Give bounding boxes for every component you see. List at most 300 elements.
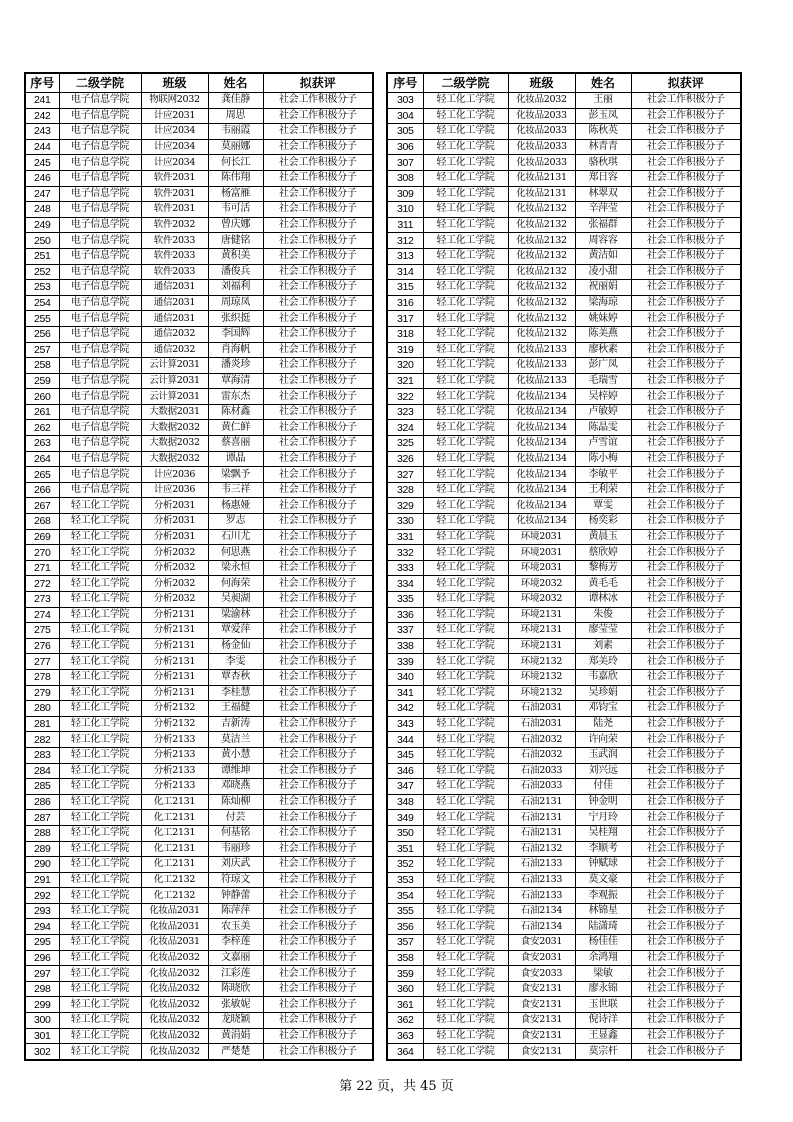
cell-class: 计应2034 bbox=[141, 124, 208, 140]
cell-class: 化工2131 bbox=[141, 841, 208, 857]
cell-name: 辛萍莹 bbox=[575, 202, 631, 218]
cell-college: 轻工化工学院 bbox=[423, 170, 508, 186]
cell-award: 社会工作积极分子 bbox=[631, 654, 741, 670]
cell-class: 石油2033 bbox=[508, 763, 575, 779]
cell-name: 梁敏 bbox=[575, 966, 631, 982]
cell-college: 电子信息学院 bbox=[59, 373, 141, 389]
cell-name: 陈伟翔 bbox=[208, 170, 263, 186]
cell-class: 化妆品2134 bbox=[508, 467, 575, 483]
cell-index: 359 bbox=[387, 966, 423, 982]
cell-award: 社会工作积极分子 bbox=[631, 217, 741, 233]
cell-award: 社会工作积极分子 bbox=[263, 139, 373, 155]
cell-index: 259 bbox=[25, 373, 59, 389]
cell-class: 大数据2032 bbox=[141, 436, 208, 452]
cell-class: 石油2032 bbox=[508, 732, 575, 748]
cell-index: 329 bbox=[387, 498, 423, 514]
table-row bbox=[387, 436, 741, 452]
table-row bbox=[387, 779, 741, 795]
cell-index: 306 bbox=[387, 139, 423, 155]
cell-college: 轻工化工学院 bbox=[59, 560, 141, 576]
cell-index: 245 bbox=[25, 155, 59, 171]
cell-award: 社会工作积极分子 bbox=[263, 498, 373, 514]
cell-award: 社会工作积极分子 bbox=[631, 1044, 741, 1060]
table-row bbox=[25, 716, 373, 732]
cell-class: 分析2031 bbox=[141, 514, 208, 530]
cell-name: 蔡喜丽 bbox=[208, 436, 263, 452]
cell-award: 社会工作积极分子 bbox=[631, 919, 741, 935]
cell-class: 分析2133 bbox=[141, 747, 208, 763]
cell-college: 轻工化工学院 bbox=[423, 326, 508, 342]
cell-college: 轻工化工学院 bbox=[423, 592, 508, 608]
cell-award: 社会工作积极分子 bbox=[263, 217, 373, 233]
cell-award: 社会工作积极分子 bbox=[263, 685, 373, 701]
cell-name: 廖永锦 bbox=[575, 981, 631, 997]
cell-award: 社会工作积极分子 bbox=[263, 966, 373, 982]
cell-name: 莫丽娜 bbox=[208, 139, 263, 155]
table-row bbox=[25, 1044, 373, 1060]
cell-award: 社会工作积极分子 bbox=[263, 311, 373, 327]
table-row bbox=[25, 872, 373, 888]
cell-class: 大数据2031 bbox=[141, 404, 208, 420]
cell-college: 轻工化工学院 bbox=[423, 685, 508, 701]
table-row bbox=[387, 825, 741, 841]
cell-college: 轻工化工学院 bbox=[423, 436, 508, 452]
cell-name: 林翠双 bbox=[575, 186, 631, 202]
cell-award: 社会工作积极分子 bbox=[631, 576, 741, 592]
cell-college: 轻工化工学院 bbox=[423, 747, 508, 763]
cell-index: 265 bbox=[25, 467, 59, 483]
cell-name: 李国辉 bbox=[208, 326, 263, 342]
cell-index: 285 bbox=[25, 779, 59, 795]
cell-name: 李顺考 bbox=[575, 841, 631, 857]
cell-award: 社会工作积极分子 bbox=[631, 404, 741, 420]
table-row bbox=[25, 436, 373, 452]
cell-award: 社会工作积极分子 bbox=[263, 264, 373, 280]
cell-college: 电子信息学院 bbox=[59, 295, 141, 311]
table-row bbox=[25, 155, 373, 171]
cell-class: 化妆品2133 bbox=[508, 358, 575, 374]
table-row bbox=[387, 794, 741, 810]
cell-name: 陈灿柳 bbox=[208, 794, 263, 810]
table-row bbox=[387, 888, 741, 904]
header-index: 序号 bbox=[25, 73, 59, 93]
cell-award: 社会工作积极分子 bbox=[263, 155, 373, 171]
cell-class: 食安2033 bbox=[508, 966, 575, 982]
cell-name: 周思 bbox=[208, 108, 263, 124]
cell-name: 唐健铭 bbox=[208, 233, 263, 249]
cell-name: 刘兴远 bbox=[575, 763, 631, 779]
award-table-right bbox=[386, 72, 742, 1061]
cell-college: 轻工化工学院 bbox=[423, 560, 508, 576]
cell-award: 社会工作积极分子 bbox=[631, 451, 741, 467]
cell-name: 龙晓颖 bbox=[208, 1013, 263, 1029]
cell-class: 化妆品2033 bbox=[508, 155, 575, 171]
cell-name: 吴梓婷 bbox=[575, 389, 631, 405]
table-row bbox=[387, 1044, 741, 1060]
cell-college: 轻工化工学院 bbox=[423, 311, 508, 327]
header-class: 班级 bbox=[141, 73, 208, 93]
table-row bbox=[25, 997, 373, 1013]
table-row bbox=[387, 248, 741, 264]
cell-award: 社会工作积极分子 bbox=[631, 966, 741, 982]
cell-index: 261 bbox=[25, 404, 59, 420]
table-row bbox=[387, 857, 741, 873]
cell-college: 轻工化工学院 bbox=[59, 888, 141, 904]
table-row bbox=[387, 1028, 741, 1044]
cell-index: 252 bbox=[25, 264, 59, 280]
cell-college: 轻工化工学院 bbox=[59, 1013, 141, 1029]
table-row bbox=[387, 482, 741, 498]
cell-name: 毛瑞雪 bbox=[575, 373, 631, 389]
cell-name: 宁月玲 bbox=[575, 810, 631, 826]
cell-index: 274 bbox=[25, 607, 59, 623]
table-row bbox=[387, 139, 741, 155]
cell-award: 社会工作积极分子 bbox=[631, 950, 741, 966]
cell-name: 莫洁兰 bbox=[208, 732, 263, 748]
cell-college: 电子信息学院 bbox=[59, 217, 141, 233]
table-row bbox=[387, 981, 741, 997]
cell-college: 轻工化工学院 bbox=[59, 623, 141, 639]
cell-college: 轻工化工学院 bbox=[59, 1044, 141, 1060]
cell-name: 梁渝林 bbox=[208, 607, 263, 623]
cell-class: 石油2131 bbox=[508, 810, 575, 826]
cell-index: 305 bbox=[387, 124, 423, 140]
cell-index: 323 bbox=[387, 404, 423, 420]
cell-award: 社会工作积极分子 bbox=[263, 903, 373, 919]
cell-college: 轻工化工学院 bbox=[423, 155, 508, 171]
cell-index: 269 bbox=[25, 529, 59, 545]
cell-award: 社会工作积极分子 bbox=[631, 139, 741, 155]
cell-class: 分析2132 bbox=[141, 716, 208, 732]
table-row bbox=[25, 373, 373, 389]
table-row bbox=[25, 732, 373, 748]
cell-name: 陈材鑫 bbox=[208, 404, 263, 420]
cell-class: 化工2132 bbox=[141, 872, 208, 888]
cell-name: 廖莹莹 bbox=[575, 623, 631, 639]
table-row bbox=[25, 170, 373, 186]
cell-class: 环境2032 bbox=[508, 592, 575, 608]
cell-name: 梁永恒 bbox=[208, 560, 263, 576]
cell-college: 轻工化工学院 bbox=[423, 872, 508, 888]
cell-award: 社会工作积极分子 bbox=[263, 280, 373, 296]
cell-award: 社会工作积极分子 bbox=[631, 981, 741, 997]
cell-college: 电子信息学院 bbox=[59, 404, 141, 420]
cell-class: 化妆品2131 bbox=[508, 170, 575, 186]
table-row bbox=[387, 950, 741, 966]
cell-award: 社会工作积极分子 bbox=[631, 810, 741, 826]
cell-index: 343 bbox=[387, 716, 423, 732]
cell-name: 林锦星 bbox=[575, 903, 631, 919]
cell-index: 338 bbox=[387, 638, 423, 654]
header-class: 班级 bbox=[508, 73, 575, 93]
cell-class: 分析2032 bbox=[141, 560, 208, 576]
cell-class: 化妆品2032 bbox=[141, 950, 208, 966]
table-row bbox=[387, 623, 741, 639]
cell-index: 268 bbox=[25, 514, 59, 530]
cell-index: 303 bbox=[387, 93, 423, 109]
table-row bbox=[25, 935, 373, 951]
cell-class: 食安2031 bbox=[508, 950, 575, 966]
table-row bbox=[25, 342, 373, 358]
cell-index: 293 bbox=[25, 903, 59, 919]
cell-award: 社会工作积极分子 bbox=[631, 170, 741, 186]
cell-college: 电子信息学院 bbox=[59, 248, 141, 264]
cell-name: 刘庆武 bbox=[208, 857, 263, 873]
cell-name: 陈秋英 bbox=[575, 124, 631, 140]
cell-name: 文嘉丽 bbox=[208, 950, 263, 966]
cell-college: 电子信息学院 bbox=[59, 342, 141, 358]
cell-index: 304 bbox=[387, 108, 423, 124]
cell-college: 轻工化工学院 bbox=[59, 498, 141, 514]
cell-index: 286 bbox=[25, 794, 59, 810]
table-row bbox=[25, 888, 373, 904]
cell-college: 轻工化工学院 bbox=[59, 966, 141, 982]
cell-college: 轻工化工学院 bbox=[59, 779, 141, 795]
cell-class: 分析2131 bbox=[141, 669, 208, 685]
cell-index: 324 bbox=[387, 420, 423, 436]
cell-index: 336 bbox=[387, 607, 423, 623]
table-row bbox=[387, 545, 741, 561]
cell-award: 社会工作积极分子 bbox=[263, 623, 373, 639]
cell-college: 轻工化工学院 bbox=[59, 997, 141, 1013]
table-row bbox=[25, 607, 373, 623]
cell-award: 社会工作积极分子 bbox=[631, 529, 741, 545]
table-row bbox=[387, 935, 741, 951]
cell-name: 周容容 bbox=[575, 233, 631, 249]
cell-name: 覃海清 bbox=[208, 373, 263, 389]
cell-award: 社会工作积极分子 bbox=[263, 1028, 373, 1044]
cell-college: 轻工化工学院 bbox=[423, 248, 508, 264]
cell-name: 覃杏秋 bbox=[208, 669, 263, 685]
cell-college: 轻工化工学院 bbox=[423, 1028, 508, 1044]
cell-name: 梁飘予 bbox=[208, 467, 263, 483]
cell-college: 轻工化工学院 bbox=[423, 529, 508, 545]
cell-index: 361 bbox=[387, 997, 423, 1013]
cell-award: 社会工作积极分子 bbox=[263, 997, 373, 1013]
table-row bbox=[25, 358, 373, 374]
header-college: 二级学院 bbox=[423, 73, 508, 93]
cell-class: 化妆品2131 bbox=[508, 186, 575, 202]
table-row bbox=[387, 170, 741, 186]
cell-class: 食安2031 bbox=[508, 935, 575, 951]
cell-name: 何长江 bbox=[208, 155, 263, 171]
cell-name: 林青青 bbox=[575, 139, 631, 155]
cell-college: 轻工化工学院 bbox=[423, 498, 508, 514]
table-row bbox=[387, 732, 741, 748]
table-row bbox=[25, 202, 373, 218]
table-row bbox=[387, 763, 741, 779]
cell-award: 社会工作积极分子 bbox=[263, 373, 373, 389]
cell-college: 轻工化工学院 bbox=[423, 295, 508, 311]
cell-name: 张织挺 bbox=[208, 311, 263, 327]
table-row bbox=[387, 685, 741, 701]
cell-name: 玉武润 bbox=[575, 747, 631, 763]
cell-index: 312 bbox=[387, 233, 423, 249]
table-row bbox=[25, 498, 373, 514]
cell-class: 化工2131 bbox=[141, 825, 208, 841]
table-row bbox=[25, 217, 373, 233]
cell-index: 291 bbox=[25, 872, 59, 888]
cell-name: 陈晓欣 bbox=[208, 981, 263, 997]
cell-index: 258 bbox=[25, 358, 59, 374]
page-footer: 第 22 页，共 45 页 bbox=[339, 1079, 454, 1094]
cell-class: 食安2131 bbox=[508, 981, 575, 997]
cell-college: 轻工化工学院 bbox=[59, 669, 141, 685]
cell-index: 344 bbox=[387, 732, 423, 748]
cell-class: 石油2033 bbox=[508, 779, 575, 795]
cell-award: 社会工作积极分子 bbox=[631, 592, 741, 608]
cell-name: 符琼文 bbox=[208, 872, 263, 888]
cell-class: 石油2031 bbox=[508, 701, 575, 717]
cell-college: 轻工化工学院 bbox=[59, 872, 141, 888]
cell-index: 340 bbox=[387, 669, 423, 685]
table-row bbox=[25, 1028, 373, 1044]
cell-name: 王显鑫 bbox=[575, 1028, 631, 1044]
cell-name: 许向荣 bbox=[575, 732, 631, 748]
table-row bbox=[25, 420, 373, 436]
cell-name: 谭维坤 bbox=[208, 763, 263, 779]
cell-class: 化妆品2133 bbox=[508, 373, 575, 389]
cell-class: 化妆品2032 bbox=[141, 997, 208, 1013]
cell-name: 韦嘉欣 bbox=[575, 669, 631, 685]
cell-class: 云计算2031 bbox=[141, 389, 208, 405]
cell-index: 300 bbox=[25, 1013, 59, 1029]
table-row bbox=[25, 763, 373, 779]
cell-class: 化工2131 bbox=[141, 794, 208, 810]
cell-index: 313 bbox=[387, 248, 423, 264]
table-row bbox=[25, 233, 373, 249]
cell-name: 卢雪谊 bbox=[575, 436, 631, 452]
table-row bbox=[387, 389, 741, 405]
cell-award: 社会工作积极分子 bbox=[263, 1013, 373, 1029]
cell-college: 电子信息学院 bbox=[59, 389, 141, 405]
cell-award: 社会工作积极分子 bbox=[263, 919, 373, 935]
table-row bbox=[25, 919, 373, 935]
cell-college: 电子信息学院 bbox=[59, 311, 141, 327]
cell-college: 轻工化工学院 bbox=[423, 825, 508, 841]
cell-class: 软件2031 bbox=[141, 186, 208, 202]
cell-index: 315 bbox=[387, 280, 423, 296]
cell-college: 轻工化工学院 bbox=[423, 217, 508, 233]
table-row bbox=[25, 264, 373, 280]
table-row bbox=[387, 669, 741, 685]
cell-index: 282 bbox=[25, 732, 59, 748]
cell-index: 353 bbox=[387, 872, 423, 888]
cell-index: 309 bbox=[387, 186, 423, 202]
cell-award: 社会工作积极分子 bbox=[263, 529, 373, 545]
cell-class: 通信2031 bbox=[141, 295, 208, 311]
cell-class: 化妆品2134 bbox=[508, 498, 575, 514]
cell-college: 电子信息学院 bbox=[59, 139, 141, 155]
cell-name: 吴珍娟 bbox=[575, 685, 631, 701]
cell-college: 轻工化工学院 bbox=[59, 825, 141, 841]
table-row bbox=[387, 467, 741, 483]
cell-name: 农玉美 bbox=[208, 919, 263, 935]
cell-index: 301 bbox=[25, 1028, 59, 1044]
cell-index: 335 bbox=[387, 592, 423, 608]
cell-class: 软件2031 bbox=[141, 202, 208, 218]
cell-name: 王利荣 bbox=[575, 482, 631, 498]
cell-name: 陈晶雯 bbox=[575, 420, 631, 436]
cell-name: 卢敏婷 bbox=[575, 404, 631, 420]
cell-name: 韦可活 bbox=[208, 202, 263, 218]
cell-index: 278 bbox=[25, 669, 59, 685]
cell-class: 分析2133 bbox=[141, 779, 208, 795]
cell-award: 社会工作积极分子 bbox=[631, 872, 741, 888]
cell-index: 277 bbox=[25, 654, 59, 670]
table-row bbox=[25, 311, 373, 327]
cell-award: 社会工作积极分子 bbox=[263, 810, 373, 826]
cell-award: 社会工作积极分子 bbox=[263, 451, 373, 467]
cell-name: 杨奕彩 bbox=[575, 514, 631, 530]
cell-name: 潘炎珍 bbox=[208, 358, 263, 374]
cell-college: 电子信息学院 bbox=[59, 326, 141, 342]
cell-class: 化妆品2132 bbox=[508, 248, 575, 264]
cell-award: 社会工作积极分子 bbox=[631, 93, 741, 109]
cell-award: 社会工作积极分子 bbox=[631, 155, 741, 171]
cell-name: 张敏妮 bbox=[208, 997, 263, 1013]
cell-index: 299 bbox=[25, 997, 59, 1013]
cell-index: 253 bbox=[25, 280, 59, 296]
cell-index: 254 bbox=[25, 295, 59, 311]
table-row bbox=[387, 498, 741, 514]
cell-award: 社会工作积极分子 bbox=[631, 857, 741, 873]
header-college: 二级学院 bbox=[59, 73, 141, 93]
cell-index: 270 bbox=[25, 545, 59, 561]
cell-index: 244 bbox=[25, 139, 59, 155]
table-row bbox=[25, 467, 373, 483]
cell-name: 严楚楚 bbox=[208, 1044, 263, 1060]
cell-class: 物联网2032 bbox=[141, 93, 208, 109]
cell-index: 284 bbox=[25, 763, 59, 779]
cell-class: 化妆品2033 bbox=[508, 139, 575, 155]
cell-college: 轻工化工学院 bbox=[59, 592, 141, 608]
cell-college: 轻工化工学院 bbox=[423, 669, 508, 685]
cell-class: 石油2131 bbox=[508, 794, 575, 810]
table-row bbox=[25, 124, 373, 140]
cell-index: 257 bbox=[25, 342, 59, 358]
cell-class: 通信2032 bbox=[141, 326, 208, 342]
cell-award: 社会工作积极分子 bbox=[263, 857, 373, 873]
cell-index: 271 bbox=[25, 560, 59, 576]
cell-college: 轻工化工学院 bbox=[59, 685, 141, 701]
cell-index: 297 bbox=[25, 966, 59, 982]
cell-index: 262 bbox=[25, 420, 59, 436]
cell-class: 化妆品2032 bbox=[508, 93, 575, 109]
cell-name: 黄毛毛 bbox=[575, 576, 631, 592]
cell-index: 363 bbox=[387, 1028, 423, 1044]
table-row bbox=[387, 810, 741, 826]
cell-class: 食安2131 bbox=[508, 1028, 575, 1044]
table-row bbox=[25, 451, 373, 467]
cell-award: 社会工作积极分子 bbox=[263, 389, 373, 405]
cell-name: 郑美玲 bbox=[575, 654, 631, 670]
cell-class: 环境2131 bbox=[508, 638, 575, 654]
cell-college: 轻工化工学院 bbox=[423, 186, 508, 202]
cell-award: 社会工作积极分子 bbox=[263, 202, 373, 218]
cell-name: 张福群 bbox=[575, 217, 631, 233]
cell-award: 社会工作积极分子 bbox=[263, 872, 373, 888]
cell-name: 姚妹婷 bbox=[575, 311, 631, 327]
table-row bbox=[387, 93, 741, 109]
cell-index: 272 bbox=[25, 576, 59, 592]
cell-name: 何基铭 bbox=[208, 825, 263, 841]
cell-college: 电子信息学院 bbox=[59, 264, 141, 280]
cell-class: 计应2036 bbox=[141, 467, 208, 483]
cell-index: 334 bbox=[387, 576, 423, 592]
cell-index: 318 bbox=[387, 326, 423, 342]
cell-college: 轻工化工学院 bbox=[59, 903, 141, 919]
